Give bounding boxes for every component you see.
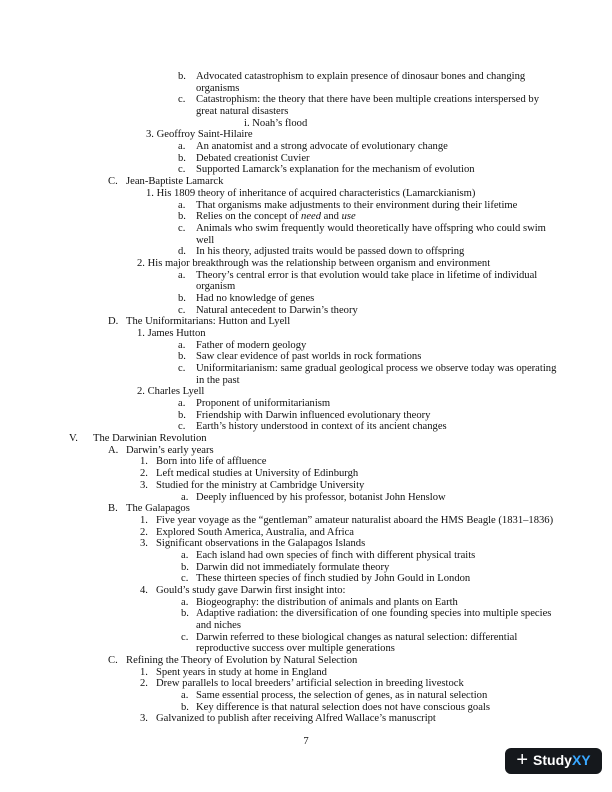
outline-text: Same essential process, the selection of genes, as in natural selection	[196, 690, 488, 701]
outline-text: Born into life of affluence	[156, 456, 267, 468]
brand-study: Study	[533, 752, 572, 769]
outline-text: well	[196, 234, 215, 246]
outline-text: Key difference is that natural selection does not have conscious goals	[196, 701, 490, 713]
outline-label: 2.	[140, 526, 148, 538]
outline-label: b.	[178, 152, 186, 164]
outline-label: b.	[178, 351, 186, 363]
outline-label: b.	[181, 701, 189, 713]
outline-label: c.	[178, 363, 186, 374]
outline-text: reproductive success over multiple generations	[196, 643, 395, 655]
outline-text: Advocated catastrophism to explain presence of dinosaur bones and changing	[196, 71, 526, 82]
page-number: 7	[303, 736, 309, 747]
outline-label: B.	[108, 503, 118, 515]
outline-text: Gould’s study gave Darwin first insight into:	[156, 584, 346, 596]
outline-text: Darwin referred to these biological changes as natural selection: differential	[196, 631, 518, 643]
outline-label: 3.	[140, 538, 148, 550]
outline-label: a.	[178, 269, 186, 281]
outline-text: Earth’s history understood in context of its ancient changes	[196, 421, 447, 433]
outline-label: a.	[181, 491, 189, 503]
outline-text: and niches	[196, 620, 242, 631]
outline-text: In his theory, adjusted traits would be passed down to offspring	[196, 246, 465, 258]
outline-text: Drew parallels to local breeders’ artificial selection in breeding livestock	[156, 678, 464, 690]
outline-label: c.	[178, 222, 186, 234]
outline-label: b.	[178, 292, 186, 304]
outline-label: C.	[108, 176, 118, 188]
outline-text: 1. His 1809 theory of inheritance of acquired characteristics (Lamarckianism)	[146, 187, 476, 199]
outline-label: 2.	[140, 468, 148, 480]
outline-text: Animals who swim frequently would theoretically have offspring who could swim	[196, 222, 546, 234]
outline-text: Darwin’s early years	[126, 444, 214, 456]
outline-label: C.	[108, 655, 118, 666]
outline-text: Significant observations in the Galapagos Islands	[156, 538, 366, 550]
outline-label: D.	[108, 316, 119, 328]
outline-label: a.	[181, 596, 189, 608]
outline-label: a.	[181, 549, 189, 561]
outline-label: 1.	[140, 514, 148, 526]
outline-label: a.	[181, 690, 189, 701]
outline-text: Friendship with Darwin influenced evolutionary theory	[196, 409, 431, 421]
outline-text: Jean-Baptiste Lamarck	[126, 176, 224, 188]
outline-label: V.	[69, 433, 78, 445]
outline-text: Refining the Theory of Evolution by Natural Selection	[126, 655, 358, 666]
outline-label: 4.	[140, 584, 148, 596]
outline-label: c.	[178, 304, 186, 316]
outline-text: These thirteen species of finch studied by John Gould in London	[196, 573, 471, 585]
outline-text: Spent years in study at home in England	[156, 666, 327, 678]
outline-text: Explored South America, Australia, and Africa	[156, 526, 354, 538]
outline-text: organism	[196, 281, 236, 293]
outline-text: Uniformitarianism: same gradual geological process we observe today was operating	[196, 363, 557, 374]
outline-text: An anatomist and a strong advocate of evolutionary change	[196, 141, 448, 153]
studyxy-badge[interactable]	[505, 748, 602, 774]
outline-label: a.	[178, 141, 186, 153]
outline-text: Darwin did not immediately formulate theory	[196, 561, 390, 573]
outline-text: Relies on the concept of need and use	[196, 211, 356, 223]
outline-text: i. Noah’s flood	[244, 117, 308, 129]
outline-text: Theory’s central error is that evolution would take place in lifetime of individual	[196, 269, 538, 281]
outline-label: b.	[181, 561, 189, 573]
outline-text: great natural disasters	[196, 106, 289, 117]
outline-label: 3.	[140, 479, 148, 491]
outline-label: 1.	[140, 666, 148, 678]
outline-text: Had no knowledge of genes	[196, 292, 315, 304]
outline-text: Five year voyage as the “gentleman” amateur naturalist aboard the HMS Beagle (1831–1836)	[156, 514, 554, 526]
outline-label: c.	[178, 164, 186, 176]
outline-text: Debated creationist Cuvier	[196, 152, 310, 164]
plus-icon: +	[516, 749, 529, 771]
outline-label: c.	[181, 573, 189, 585]
outline-label: a.	[178, 398, 186, 409]
outline-text: Saw clear evidence of past worlds in rock formations	[196, 351, 422, 363]
outline-text: The Darwinian Revolution	[93, 433, 207, 445]
outline-text: organisms	[196, 82, 240, 94]
outline-text: 3. Geoffroy Saint-Hilaire	[146, 129, 253, 141]
outline-label: c.	[178, 94, 186, 106]
outline-text: Each island had own species of finch with different physical traits	[196, 549, 476, 561]
outline-text: Biogeography: the distribution of animals and plants on Earth	[196, 596, 458, 608]
outline-text: Left medical studies at University of Edinburgh	[156, 468, 359, 480]
outline-label: d.	[178, 246, 186, 258]
outline-text: in the past	[196, 374, 240, 386]
outline-text: That organisms make adjustments to their environment during their lifetime	[196, 199, 518, 211]
outline-text: Father of modern geology	[196, 339, 307, 351]
brand-xy: XY	[571, 752, 591, 769]
outline-label: a.	[178, 339, 186, 351]
outline-text: 1. James Hutton	[137, 328, 206, 339]
outline-label: 1.	[140, 456, 148, 468]
outline-label: c.	[178, 421, 186, 433]
outline-text: Proponent of uniformitarianism	[196, 398, 331, 409]
outline-label: A.	[108, 444, 119, 456]
outline-label: c.	[181, 631, 189, 643]
outline-text: Deeply influenced by his professor, botanist John Henslow	[196, 491, 446, 503]
outline-text: Adaptive radiation: the diversification of one founding species into multiple species	[196, 608, 552, 620]
outline-label: b.	[181, 608, 189, 620]
outline-label: 2.	[140, 678, 148, 690]
outline-text: The Galapagos	[126, 503, 190, 515]
outline-label: b.	[178, 211, 186, 223]
outline-text: Natural antecedent to Darwin’s theory	[196, 304, 358, 316]
outline-text: Catastrophism: the theory that there have been multiple creations interspersed by	[196, 94, 540, 106]
outline-label: a.	[178, 199, 186, 211]
brand-logo	[533, 752, 591, 769]
outline-text: Studied for the ministry at Cambridge University	[156, 479, 365, 491]
outline-text: The Uniformitarians: Hutton and Lyell	[126, 316, 291, 328]
outline-label: b.	[178, 71, 186, 82]
outline-text: Supported Lamarck’s explanation for the mechanism of evolution	[196, 164, 475, 176]
outline-label: b.	[178, 409, 186, 421]
outline-text: Galvanized to publish after receiving Alfred Wallace’s manuscript	[156, 713, 436, 725]
outline-text: 2. His major breakthrough was the relationship between organism and environment	[137, 257, 491, 269]
outline-label: 3.	[140, 713, 148, 725]
outline-text: 2. Charles Lyell	[137, 386, 205, 398]
